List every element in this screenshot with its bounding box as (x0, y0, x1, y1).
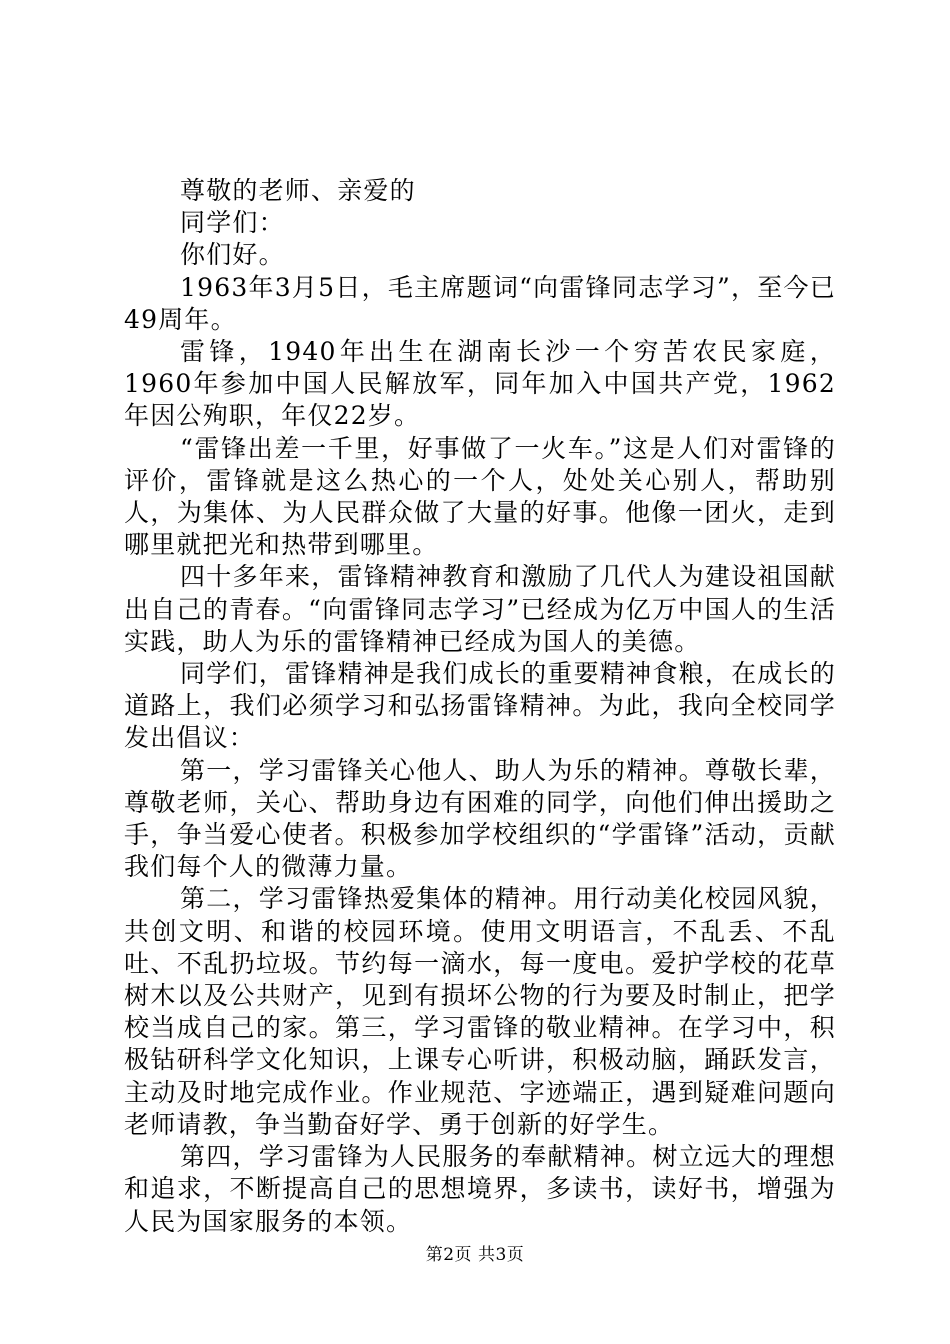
paragraph: 同学们，雷锋精神是我们成长的重要精神食粮，在成长的道路上，我们必须学习和弘扬雷锋精神。为此，我向全校同学发出倡议： (124, 659, 836, 753)
paragraph: 四十多年来，雷锋精神教育和激励了几代人为建设祖国献出自己的青春。“向雷锋同志学习”已经成为亿万中国人的生活实践，助人为乐的雷锋精神已经成为国人的美德。 (124, 562, 836, 656)
paragraph: 尊敬的老师、亲爱的 (180, 176, 416, 205)
page-number-footer: 第2页 共3页 (425, 1245, 525, 1265)
paragraph: 第一，学习雷锋关心他人、助人为乐的精神。尊敬长辈，尊敬老师，关心、帮助身边有困难的同学，向他们伸出援助之手，争当爱心使者。积极参加学校组织的“学雷锋”活动，贡献我们每个人的微薄力量。 (124, 755, 836, 882)
paragraph: “雷锋出差一千里，好事做了一火车。”这是人们对雷锋的评价，雷锋就是这么热心的一个人，处处关心别人，帮助别人，为集体、为人民群众做了大量的好事。他像一团火，走到哪里就把光和热带到哪里。 (124, 433, 836, 560)
paragraph: 第四，学习雷锋为人民服务的奉献精神。树立远大的理想和追求，不断提高自己的思想境界，多读书，读好书，增强为人民为国家服务的本领。 (124, 1142, 836, 1236)
document-body (124, 175, 836, 1238)
paragraph: 你们好。 (180, 240, 285, 270)
paragraph: 雷锋，1940年出生在湖南长沙一个穷苦农民家庭，1960年参加中国人民解放军，同年加入中国共产党，1962年因公殉职，年仅22岁。 (124, 337, 836, 431)
paragraph: 同学们： (180, 208, 285, 238)
paragraph: 1963年3月5日，毛主席题词“向雷锋同志学习”，至今已49周年。 (124, 272, 836, 334)
paragraph: 第二，学习雷锋热爱集体的精神。用行动美化校园风貌，共创文明、和谐的校园环境。使用文明语言，不乱丢、不乱吐、不乱扔垃圾。节约每一滴水，每一度电。爱护学校的花草树木以及公共财产，见到有损坏公物的行为要及时制止，把学校当成自己的家。第三，学习雷锋的敬业精神。在学习中，积极钻研科学文化知识，上课专心听讲，积极动脑，踊跃发言，主动及时地完成作业。作业规范、字迹端正，遇到疑难问题向老师请教，争当勤奋好学、勇于创新的好学生。 (124, 884, 836, 1139)
